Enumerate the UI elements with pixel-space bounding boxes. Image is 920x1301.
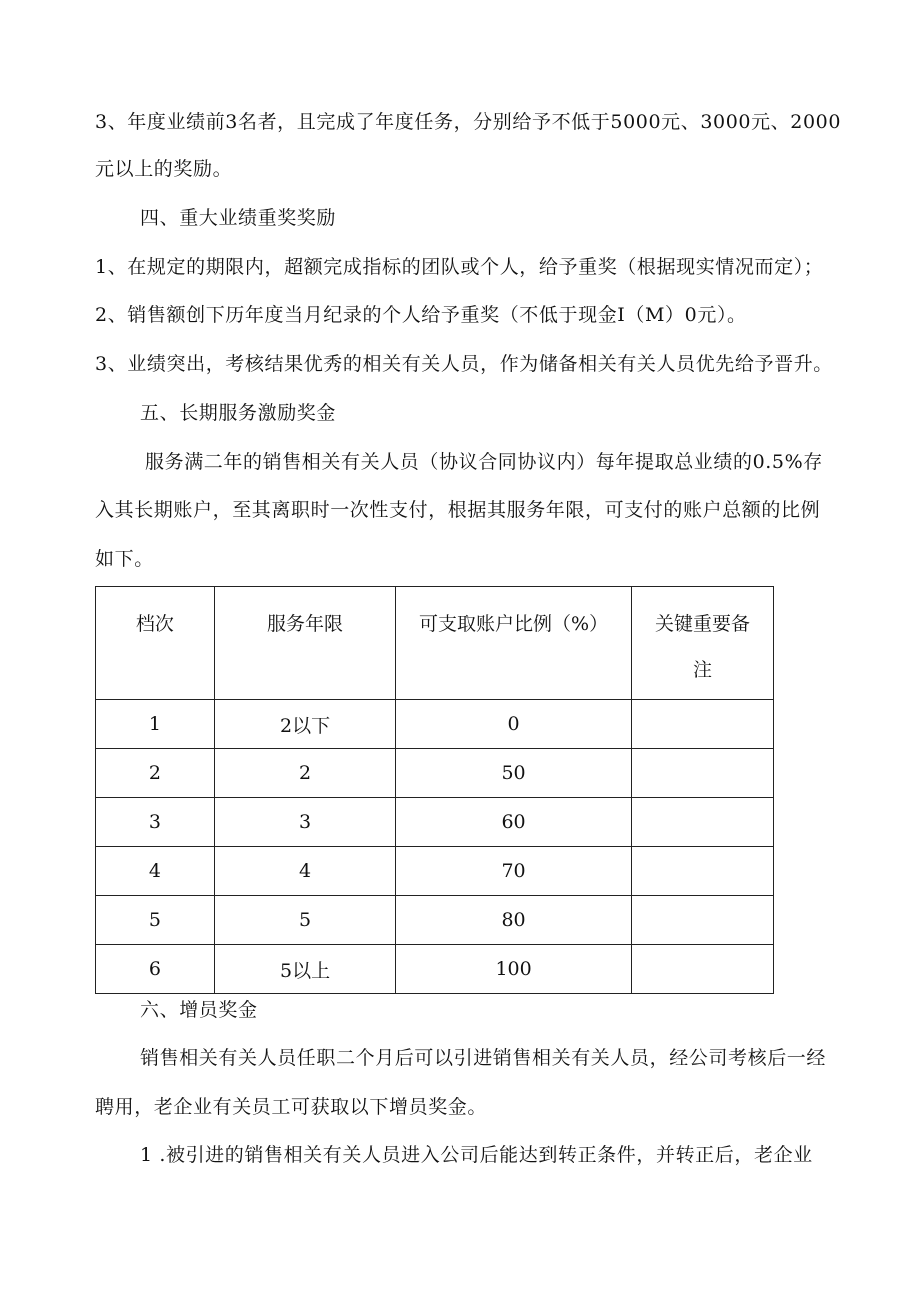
table-row — [96, 798, 774, 847]
cell-tier: 1 — [96, 700, 215, 749]
para-top-rank-reward-line1: 3、年度业绩前3名者，且完成了年度任务，分别给予不低于5000元、3000元、2000 — [95, 111, 842, 133]
table-header-row — [96, 587, 774, 700]
header-key-notes-line2: 注 — [692, 659, 712, 681]
section-title-long-service: 五、长期服务激励奖金 — [140, 402, 337, 424]
cell-ratio: 100 — [396, 945, 632, 994]
cell-years: 5 — [214, 896, 395, 945]
table-row — [96, 700, 774, 749]
header-withdraw-ratio: 可支取账户比例（%） — [396, 587, 632, 700]
cell-tier: 3 — [96, 798, 215, 847]
cell-ratio: 70 — [396, 847, 632, 896]
cell-tier: 4 — [96, 847, 215, 896]
header-key-notes-line1: 关键重要备 — [654, 613, 750, 635]
cell-note — [631, 945, 773, 994]
cell-note — [631, 798, 773, 847]
section-title-major-performance: 四、重大业绩重奖奖励 — [140, 207, 337, 229]
cell-years: 3 — [214, 798, 395, 847]
table-row — [96, 847, 774, 896]
cell-years: 5以上 — [214, 945, 395, 994]
cell-note — [631, 749, 773, 798]
section-title-recruitment-bonus: 六、增员奖金 — [140, 999, 258, 1021]
long-service-body-line2: 入其长期账户，至其离职时一次性支付，根据其服务年限，可支付的账户总额的比例 — [95, 499, 821, 521]
cell-ratio: 50 — [396, 749, 632, 798]
major-performance-item-1: 1、在规定的期限内，超额完成指标的团队或个人，给予重奖（根据现实情况而定）； — [95, 256, 824, 278]
table-row — [96, 945, 774, 994]
cell-ratio: 0 — [396, 700, 632, 749]
service-tier-table — [95, 586, 774, 994]
table-row — [96, 749, 774, 798]
header-tier: 档次 — [96, 587, 215, 700]
header-service-years: 服务年限 — [214, 587, 395, 700]
header-key-notes — [631, 587, 773, 700]
recruitment-item-1: 1 .被引进的销售相关有关人员进入公司后能达到转正条件，并转正后，老企业 — [140, 1144, 813, 1166]
major-performance-item-2: 2、销售额创下历年度当月纪录的个人给予重奖（不低于现金I（M）0元）。 — [95, 304, 747, 326]
cell-note — [631, 847, 773, 896]
recruitment-body-line2: 聘用，老企业有关员工可获取以下增员奖金。 — [95, 1096, 488, 1118]
long-service-body-line1: 服务满二年的销售相关有关人员（协议合同协议内）每年提取总业绩的0.5%存 — [145, 451, 823, 473]
table-row — [96, 896, 774, 945]
cell-years: 2 — [214, 749, 395, 798]
major-performance-item-3: 3、业绩突出，考核结果优秀的相关有关人员，作为储备相关有关人员优先给予晋升。 — [95, 353, 833, 375]
cell-tier: 6 — [96, 945, 215, 994]
long-service-body-line3: 如下。 — [95, 548, 154, 570]
cell-ratio: 80 — [396, 896, 632, 945]
cell-tier: 5 — [96, 896, 215, 945]
cell-years: 2以下 — [214, 700, 395, 749]
cell-tier: 2 — [96, 749, 215, 798]
para-top-rank-reward-line2: 元以上的奖励。 — [95, 158, 233, 180]
cell-years: 4 — [214, 847, 395, 896]
cell-ratio: 60 — [396, 798, 632, 847]
cell-note — [631, 896, 773, 945]
recruitment-body-line1: 销售相关有关人员任职二个月后可以引进销售相关有关人员，经公司考核后一经 — [140, 1047, 827, 1069]
cell-note — [631, 700, 773, 749]
